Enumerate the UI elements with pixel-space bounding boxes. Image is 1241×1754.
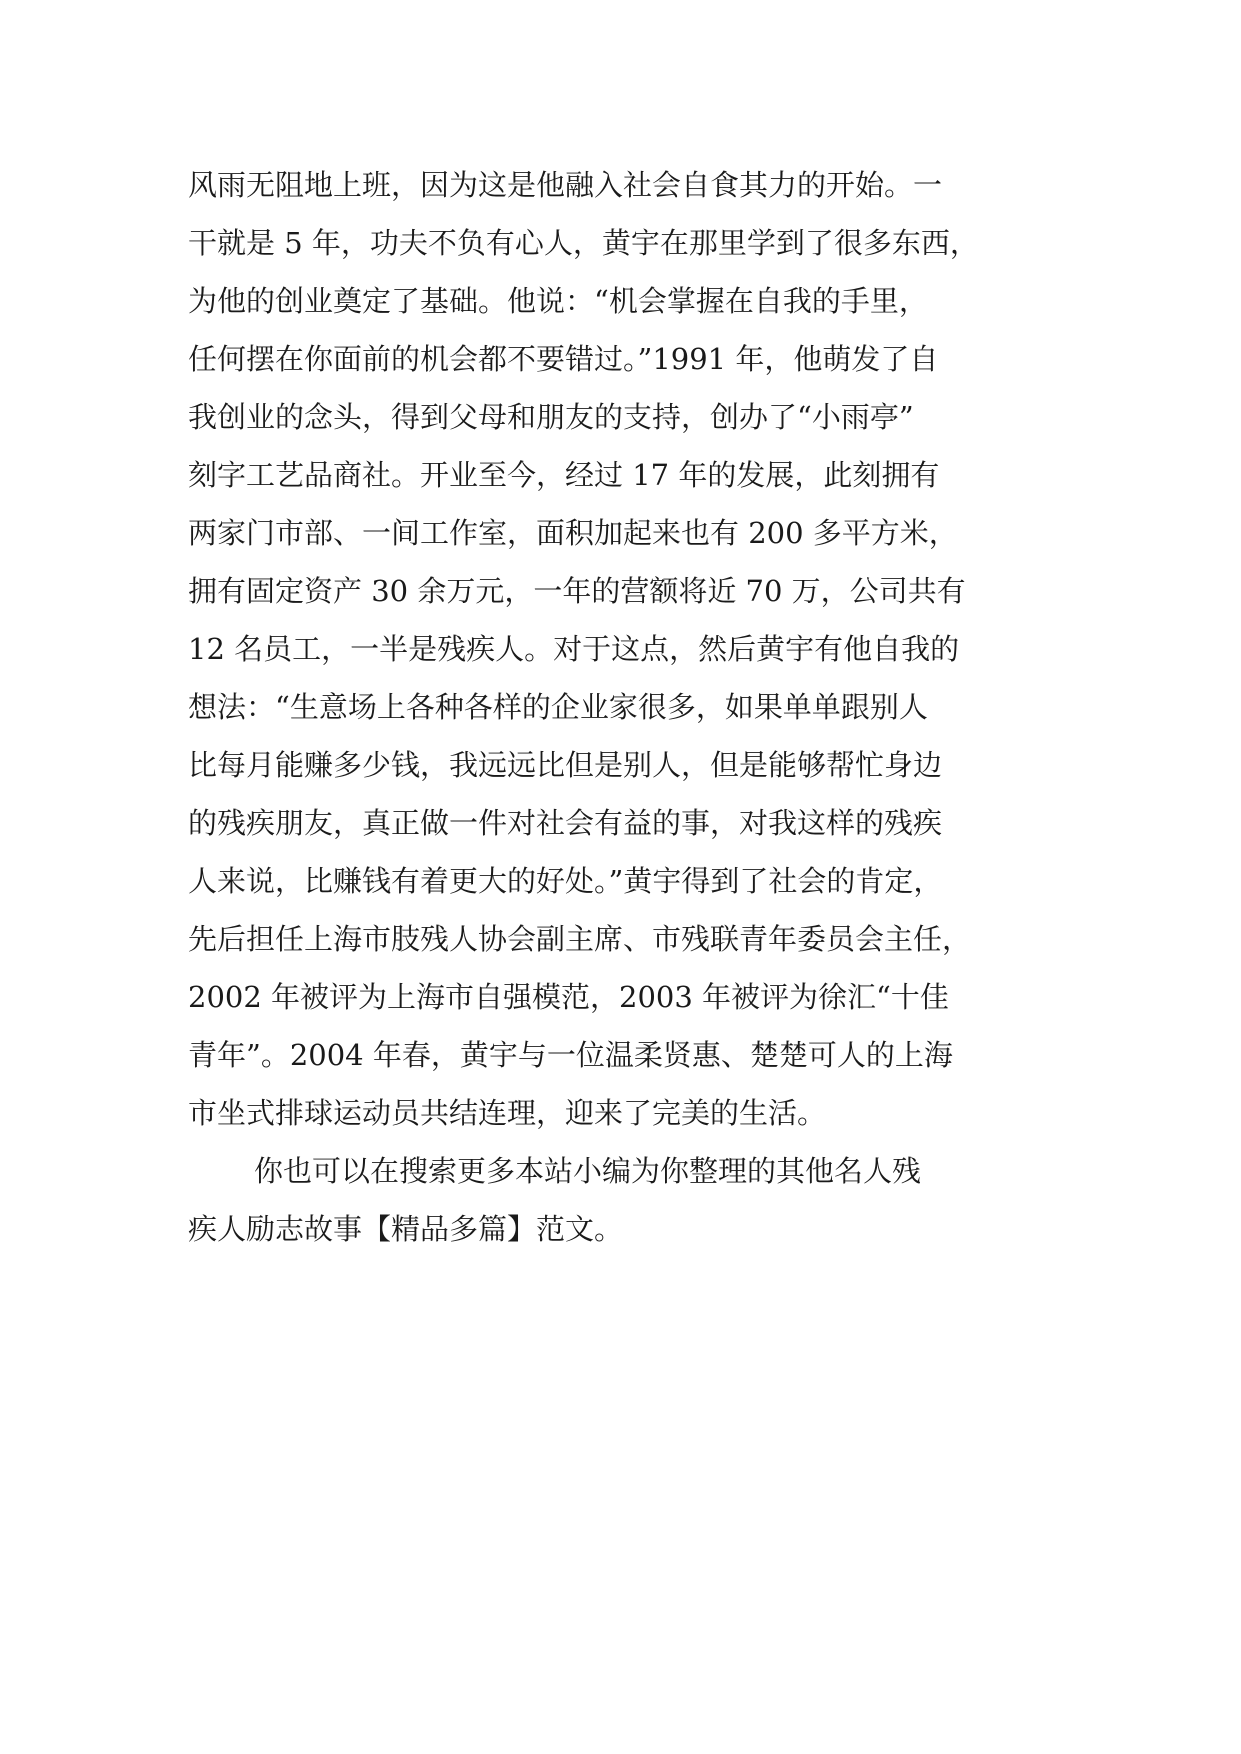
text-line: 拥有固定资产 30 余万元，一年的营额将近 70 万，公司共有 (188, 574, 966, 608)
text-line: 人来说，比赚钱有着更大的好处。”黄宇得到了社会的肯定， (188, 864, 943, 898)
text-line: 市坐式排球运动员共结连理，迎来了完美的生活。 (188, 1096, 827, 1130)
text-line: 疾人励志故事【精品多篇】范文。 (188, 1212, 624, 1246)
paragraph (188, 156, 1058, 1142)
text-line: 青年”。2004 年春，黄宇与一位温柔贤惠、楚楚可人的上海 (188, 1038, 953, 1072)
text-line: 任何摆在你面前的机会都不要错过。”1991 年，他萌发了自 (188, 342, 939, 376)
document-body (188, 156, 1058, 1258)
text-line: 12 名员工，一半是残疾人。对于这点，然后黄宇有他自我的 (188, 632, 960, 666)
text-line: 2002 年被评为上海市自强模范，2003 年被评为徐汇“十佳 (188, 980, 949, 1014)
text-line: 为他的创业奠定了基础。他说：“机会掌握在自我的手里， (188, 284, 928, 318)
paragraph (188, 1142, 1058, 1258)
text-line: 你也可以在搜索更多本站小编为你整理的其他名人残 (254, 1154, 922, 1188)
text-line: 比每月能赚多少钱，我远远比但是别人，但是能够帮忙身边 (188, 748, 943, 782)
text-line: 两家门市部、一间工作室，面积加起来也有 200 多平方米， (188, 516, 958, 550)
text-line: 干就是 5 年，功夫不负有心人，黄宇在那里学到了很多东西， (188, 226, 979, 260)
text-line: 我创业的念头，得到父母和朋友的支持，创办了“小雨亭” (188, 400, 914, 434)
text-line: 先后担任上海市肢残人协会副主席、市残联青年委员会主任， (188, 922, 972, 956)
text-line: 想法：“生意场上各种各样的企业家很多，如果单单跟别人 (188, 690, 928, 724)
text-line: 刻字工艺品商社。开业至今，经过 17 年的发展，此刻拥有 (188, 458, 940, 492)
text-line: 的残疾朋友，真正做一件对社会有益的事，对我这样的残疾 (188, 806, 943, 840)
text-line: 风雨无阻地上班，因为这是他融入社会自食其力的开始。一 (188, 168, 943, 202)
